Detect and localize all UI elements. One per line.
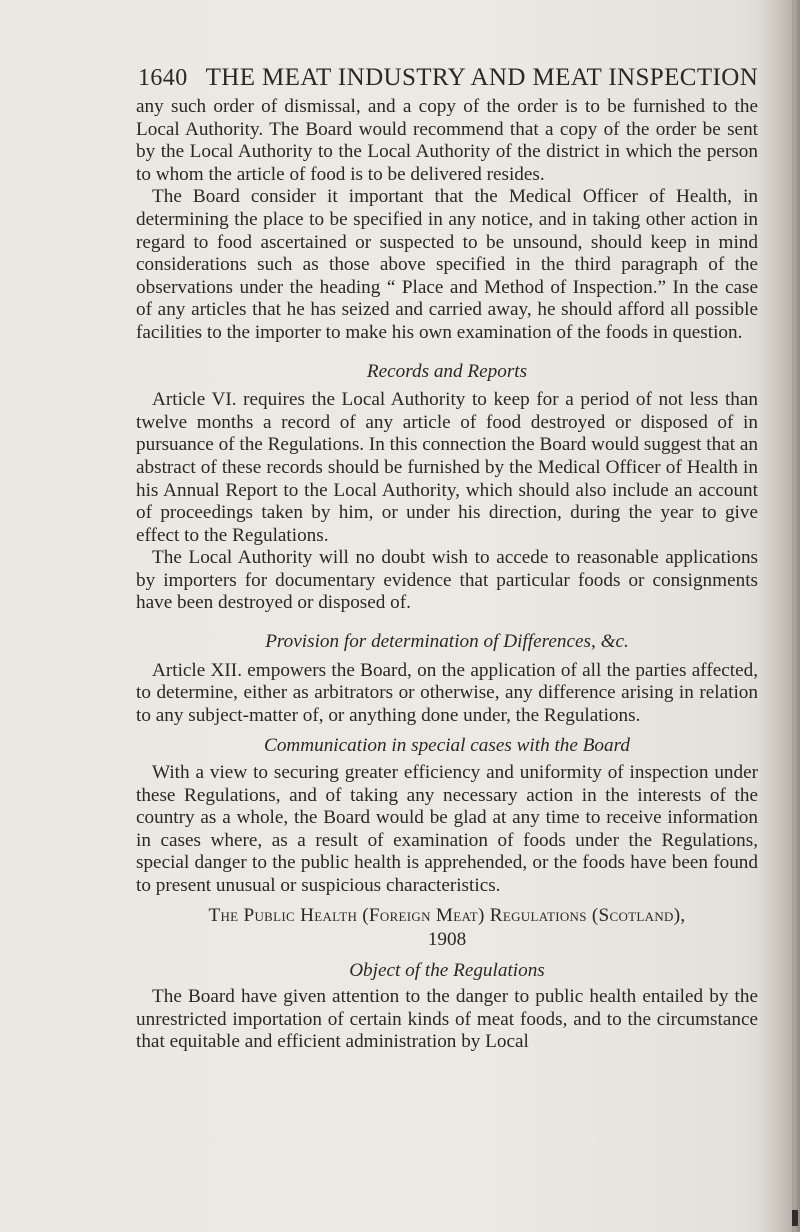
section-heading-object: Object of the Regulations (349, 959, 545, 981)
page-body (136, 96, 758, 1054)
page-edge-line (792, 0, 794, 1232)
paragraph-medical-officer: The Board consider it important that the Medical Officer of Health, in determining the place to be specified in any notice, and in taking other action in regard to food ascertained or suspected to be unsound, should keep in mind considerations such as those above specified in the third paragraph of the observations under the heading “ Place and Method of Inspection.” In the case of any articles that he has seized and carried away, he should afford all possible facilities to the importer to make his own examination of the foods in question. (136, 186, 758, 343)
paragraph-article-vi: Article VI. requires the Local Authority to keep for a period of not less than twelve months a record of any article of food destroyed or disposed of in pursuance of the Regulations. In this connection the Board would suggest that an abstract of these records should be furnished by the Medical Officer of Health in his Annual Report to the Local Authority, which should also include an account of proceedings taken by him, or under his direction, during the year to give effect to the Regulations. (136, 389, 758, 546)
section-heading-differences: Provision for determination of Differences, &c. (265, 631, 629, 653)
running-header (138, 64, 759, 92)
page-number: 1640 (138, 65, 188, 91)
paragraph-dismissal-order: any such order of dismissal, and a copy of the order is to be furnished to the Local Authority. The Board would recommend that a copy of the order be sent by the Local Authority to the Local Authority of the district in which the person to whom the article of food is to be delivered resides. (136, 96, 758, 185)
section-heading-records: Records and Reports (366, 360, 528, 382)
regulations-title: The Public Health (Foreign Meat) Regulations (Scotland), (208, 904, 686, 926)
page-corner-mark (792, 1210, 798, 1226)
running-title: THE MEAT INDUSTRY AND MEAT INSPECTION (205, 64, 759, 91)
regulations-year: 1908 (427, 928, 467, 950)
paragraph-documentary-evidence: The Local Authority will no doubt wish to accede to reasonable applications by importers for documentary evidence that particular foods or consignments have been destroyed or disposed of. (136, 547, 758, 614)
paragraph-article-xii: Article XII. empowers the Board, on the application of all the parties affected, to determine, either as arbitrators or otherwise, any difference arising in relation to any subject-matter of, or anything done under, the Regulations. (136, 659, 758, 726)
paragraph-object: The Board have given attention to the danger to public health entailed by the unrestricted importation of certain kinds of meat foods, and to the circumstance that equitable and efficient administration by Local (136, 986, 758, 1053)
section-heading-communication: Communication in special cases with the Board (264, 735, 630, 757)
paragraph-special-cases: With a view to securing greater efficiency and uniformity of inspection under these Regulations, and of taking any necessary action in the interests of the country as a whole, the Board would be glad at any time to receive information in cases where, as a result of examination of foods under the Regulations, special danger to the public health is apprehended, or the foods have been found to present unusual or suspicious characteristics. (136, 762, 758, 896)
